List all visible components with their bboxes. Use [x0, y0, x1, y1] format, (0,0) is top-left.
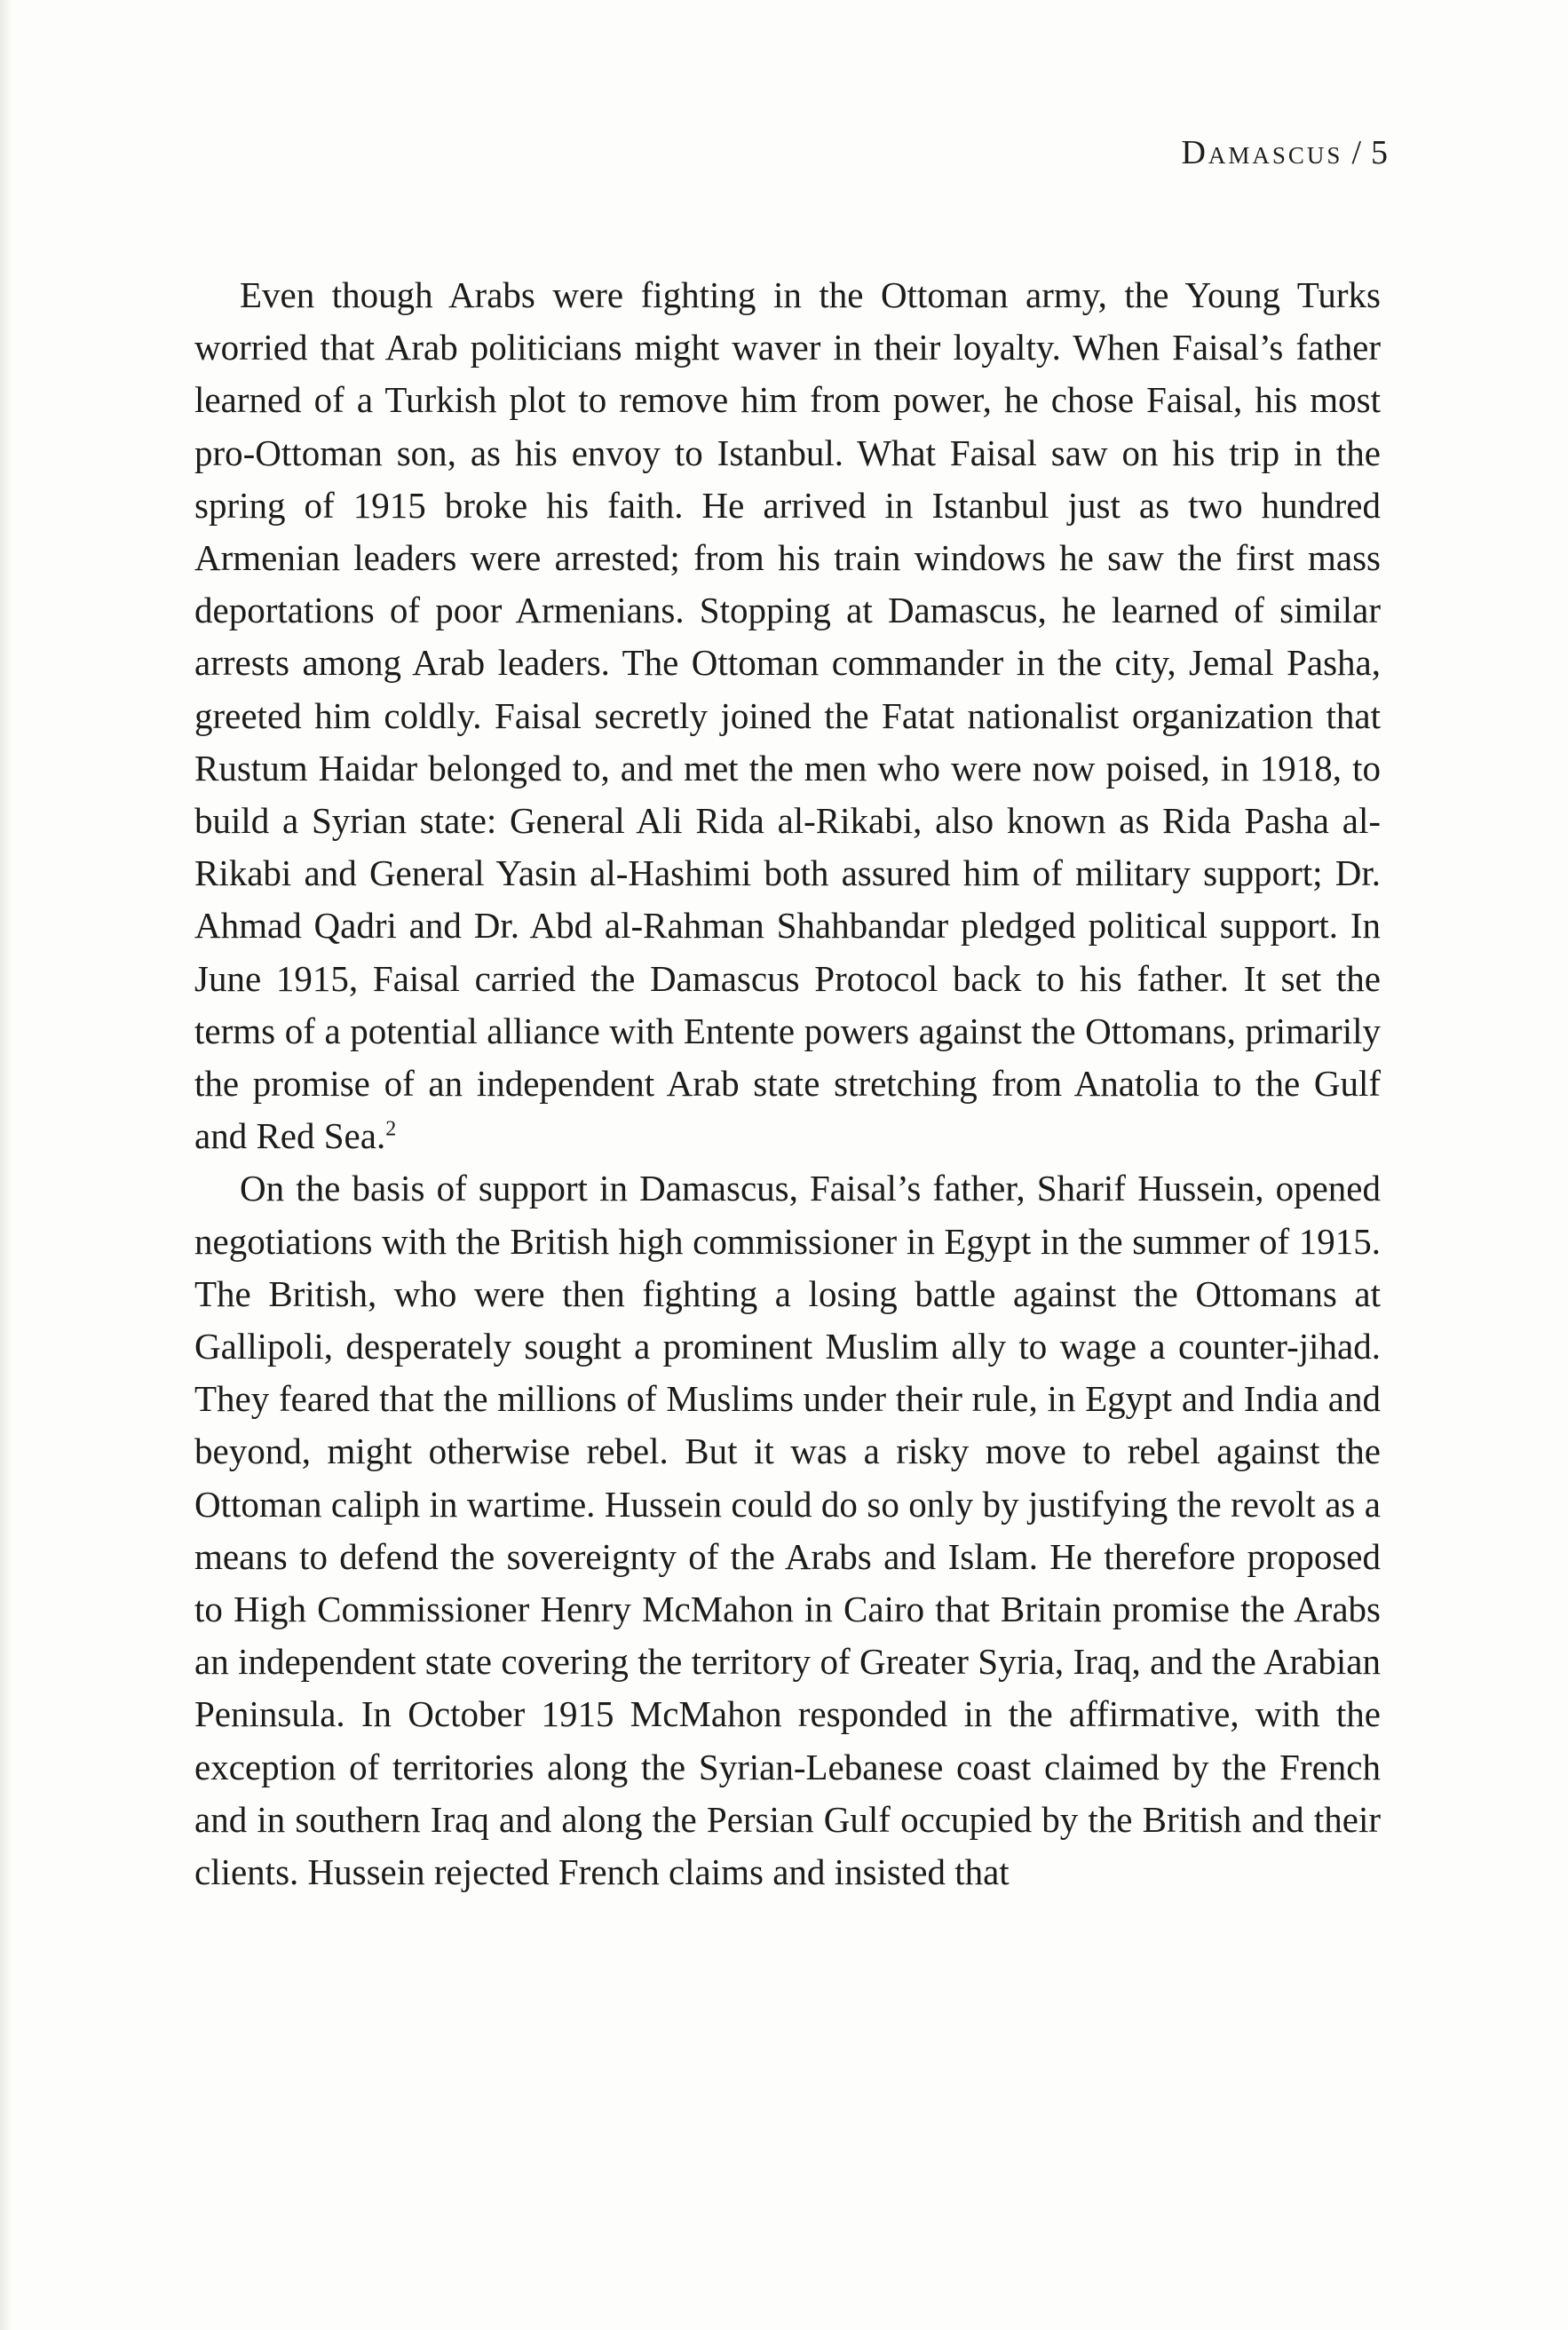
running-head-separator: /	[1351, 134, 1362, 171]
paragraph-text: Even though Arabs were fighting in the Ottoman army, the Young Turks worried that Arab politicians might waver in their loyalty. When Faisal’s father learned of a Turkish plot to remove him from power, he chose Faisal, his most pro-Ottoman son, as his envoy to Istanbul. What Faisal saw on his trip in the spring of 1915 broke his faith. He arrived in Istanbul just as two hundred Armenian leaders were arrested; from his train windows he saw the first mass deportations of poor Armenians. Stopping at Damascus, he learned of similar arrests among Arab leaders. The Ottoman commander in the city, Jemal Pasha, greeted him coldly. Faisal secretly joined the Fatat nationalist organization that Rustum Haidar belonged to, and met the men who were now poised, in 1918, to build a Syrian state: General Ali Rida al-Rikabi, also known as Rida Pasha al-Rikabi and General Yasin al-Hashimi both assured him of military support; Dr. Ahmad Qadri and Dr. Abd al-Rahman Shahbandar pledged political support. In June 1915, Faisal carried the Damascus Protocol back to his father. It set the terms of a potential alliance with Entente powers against the Ottomans, primarily the promise of an independent Arab state stretching from Anatolia to the Gulf and Red Sea.	[194, 274, 1381, 1157]
paragraph	[194, 1162, 1381, 1898]
page-number: 5	[1371, 134, 1389, 171]
paragraph-text: On the basis of support in Damascus, Faisal’s father, Sharif Hussein, opened negotiations with the British high commissioner in Egypt in the summer of 1915. The British, who were then fighting a losing battle against the Ottomans at Gallipoli, desperately sought a prominent Muslim ally to wage a counter-jihad. They feared that the millions of Muslims under their rule, in Egypt and India and beyond, might otherwise rebel. But it was a risky move to rebel against the Ottoman caliph in wartime. Hussein could do so only by justifying the revolt as a means to defend the sovereignty of the Arabs and Islam. He therefore proposed to High Commissioner Henry McMahon in Cairo that Britain promise the Arabs an independent state covering the territory of Greater Syria, Iraq, and the Arabian Peninsula. In October 1915 McMahon responded in the affirmative, with the exception of territories along the Syrian-Lebanese coast claimed by the French and in southern Iraq and along the Persian Gulf occupied by the British and their clients. Hussein rejected French claims and insisted that	[194, 1168, 1381, 1893]
chapter-title: Damascus	[1181, 134, 1343, 171]
paragraph	[194, 269, 1381, 1162]
body-text	[194, 269, 1381, 1898]
running-head	[1181, 133, 1389, 172]
binding-shadow	[0, 0, 12, 2330]
footnote-marker[interactable]: 2	[385, 1117, 397, 1141]
